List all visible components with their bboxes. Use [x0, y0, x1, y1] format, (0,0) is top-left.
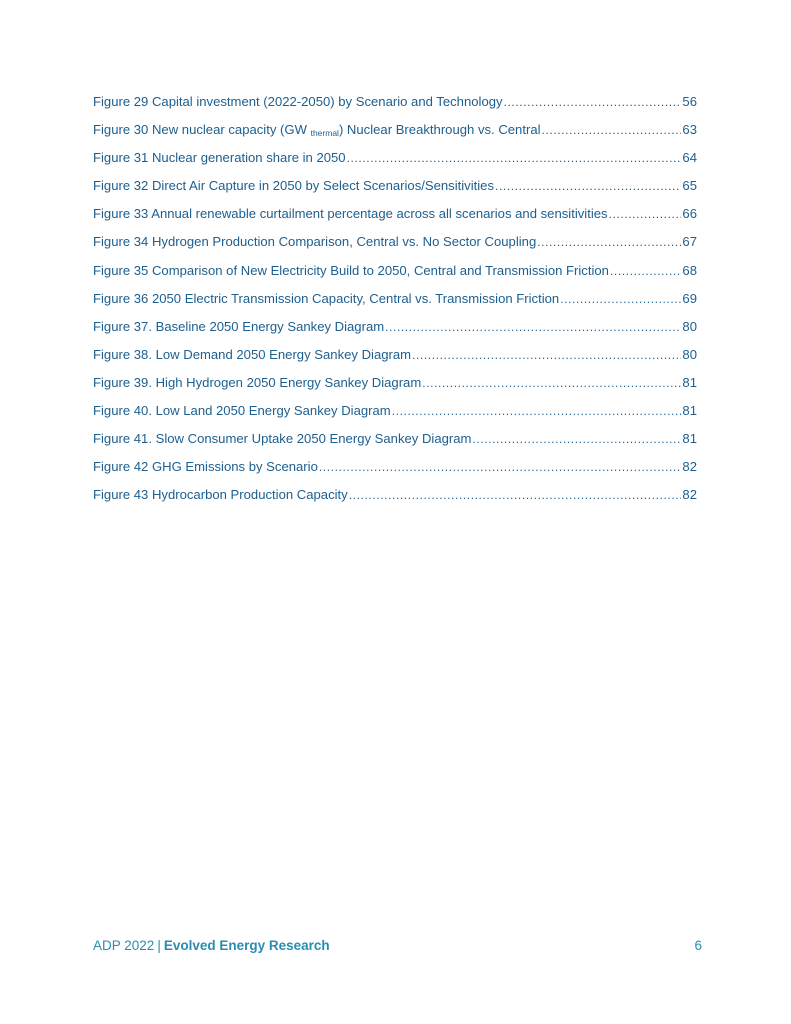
toc-entry-title: Figure 32 Direct Air Capture in 2050 by Select Scenarios/Sensitivities: [93, 178, 495, 194]
toc-entry-page: 67: [682, 234, 697, 250]
toc-entry-page: 65: [682, 178, 697, 194]
toc-entry-figure-33[interactable]: [93, 206, 697, 234]
toc-entry-page: 81: [682, 374, 697, 390]
dot-leader: [495, 179, 681, 193]
footer-doc-label: ADP 2022: [93, 938, 155, 953]
toc-entry-title-post: ) Nuclear Breakthrough vs. Central: [338, 122, 541, 138]
toc-entry-figure-30[interactable]: [93, 122, 697, 150]
toc-entry-page: 80: [682, 318, 697, 334]
toc-entry-title: Figure 42 GHG Emissions by Scenario: [93, 459, 318, 475]
toc-entry-figure-37[interactable]: [93, 319, 697, 347]
toc-entry-page: 69: [682, 290, 697, 306]
toc-entry-figure-35[interactable]: [93, 263, 697, 291]
toc-entry-page: 81: [682, 403, 697, 419]
toc-entry-title: Figure 39. High Hydrogen 2050 Energy Sankey Diagram: [93, 374, 422, 390]
dot-leader: [347, 151, 682, 165]
toc-entry-title: Figure 37. Baseline 2050 Energy Sankey Diagram: [93, 318, 385, 334]
toc-entry-figure-43[interactable]: [93, 487, 697, 515]
toc-entry-figure-31[interactable]: [93, 150, 697, 178]
dot-leader: [504, 95, 682, 109]
toc-entry-title: Figure 34 Hydrogen Production Comparison, Central vs. No Sector Coupling: [93, 234, 537, 250]
toc-entry-figure-39[interactable]: [93, 375, 697, 403]
toc-entry-title-pre: Figure 30 New nuclear capacity (GW: [93, 122, 311, 138]
toc-entry-title: Figure 31 Nuclear generation share in 2050: [93, 150, 346, 166]
footer-left: [93, 938, 330, 953]
toc-entry-page: 81: [682, 431, 697, 447]
toc-entry-page: 68: [682, 262, 697, 278]
toc-entry-figure-34[interactable]: [93, 234, 697, 262]
toc-entry-page: 64: [682, 150, 697, 166]
dot-leader: [422, 376, 681, 390]
toc-entry-title: Figure 38. Low Demand 2050 Energy Sankey Diagram: [93, 346, 412, 362]
dot-leader: [385, 320, 681, 334]
dot-leader: [560, 292, 681, 306]
toc-entry-title: Figure 43 Hydrocarbon Production Capacity: [93, 487, 348, 503]
toc-entry-title: Figure 33 Annual renewable curtailment percentage across all scenarios and sensitivities: [93, 206, 608, 222]
dot-leader: [349, 488, 682, 502]
toc-entry-figure-32[interactable]: [93, 178, 697, 206]
toc-entry-title: Figure 36 2050 Electric Transmission Capacity, Central vs. Transmission Friction: [93, 290, 560, 306]
dot-leader: [542, 123, 682, 137]
toc-entry-title: Figure 41. Slow Consumer Uptake 2050 Energy Sankey Diagram: [93, 431, 472, 447]
dot-leader: [610, 264, 681, 278]
footer-brand: Evolved Energy Research: [163, 938, 330, 953]
footer-separator: |: [157, 938, 161, 953]
toc-entry-title: Figure 40. Low Land 2050 Energy Sankey Diagram: [93, 403, 391, 419]
dot-leader: [392, 404, 682, 418]
page-footer: [93, 938, 702, 953]
dot-leader: [609, 207, 682, 221]
toc-entry-page: 82: [682, 459, 697, 475]
toc-entry-title-subscript: thermal: [310, 128, 339, 139]
footer-page-number: 6: [694, 938, 702, 953]
toc-entry-title: Figure 29 Capital investment (2022-2050) by Scenario and Technology: [93, 94, 503, 109]
toc-entry-figure-42[interactable]: [93, 459, 697, 487]
toc-entry-page: 80: [682, 346, 697, 362]
dot-leader: [412, 348, 681, 362]
toc-entry-figure-36[interactable]: [93, 291, 697, 319]
dot-leader: [472, 432, 681, 446]
toc-entry-figure-40[interactable]: [93, 403, 697, 431]
toc-entry-figure-38[interactable]: [93, 347, 697, 375]
toc-entry-page: 82: [682, 487, 697, 503]
toc-entry-title: [93, 122, 541, 137]
dot-leader: [537, 235, 681, 249]
toc-entry-title: Figure 35 Comparison of New Electricity Build to 2050, Central and Transmission Friction: [93, 262, 609, 278]
dot-leader: [319, 460, 682, 474]
toc-entry-page: 56: [682, 94, 697, 109]
toc-entry-page: 66: [682, 206, 697, 222]
toc-entry-page: 63: [682, 122, 697, 138]
list-of-figures: [93, 94, 697, 515]
toc-entry-figure-29[interactable]: [93, 94, 697, 122]
toc-entry-figure-41[interactable]: [93, 431, 697, 459]
